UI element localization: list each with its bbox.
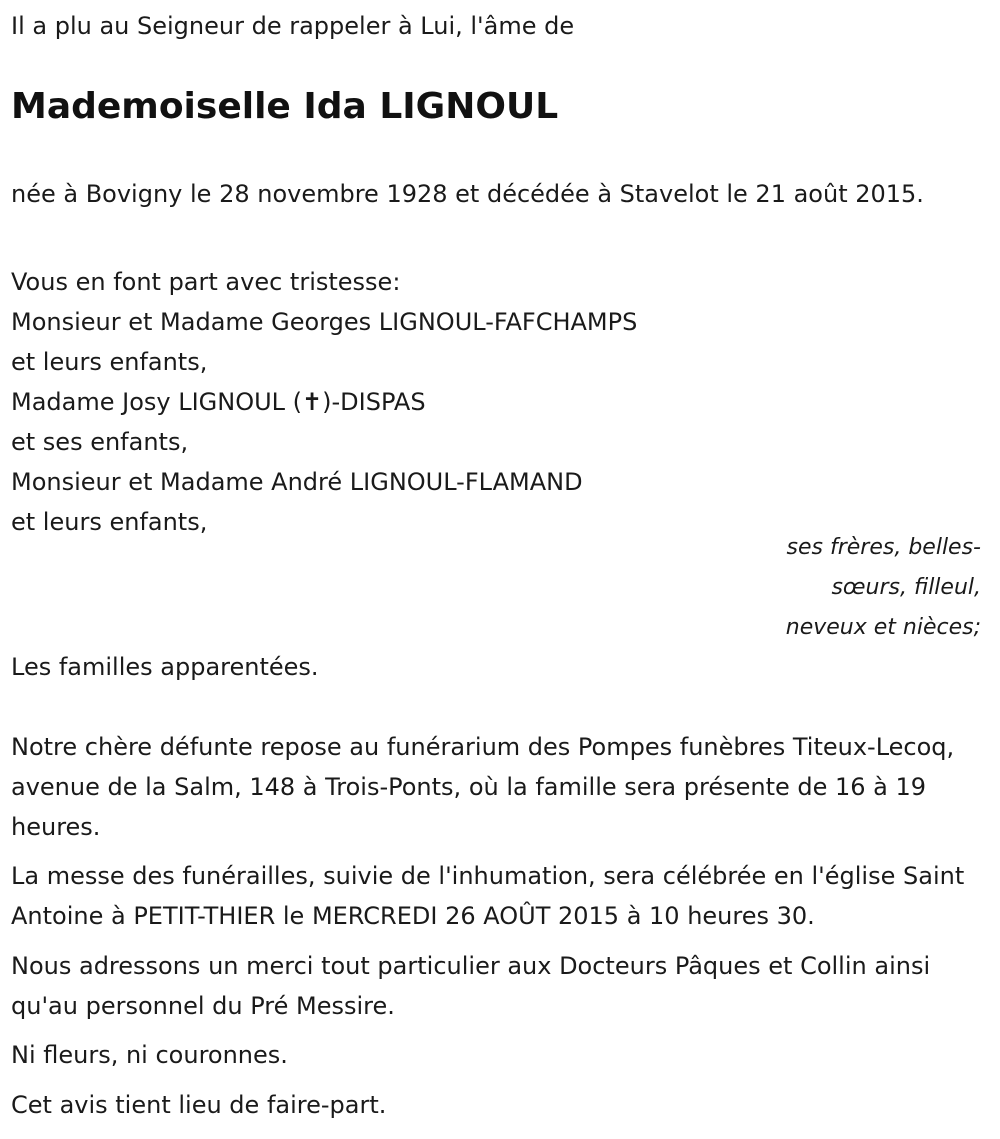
- birth-death-text: née à Bovigny le 28 novembre 1928 et décédée à Stavelot le 21 août 2015.: [11, 180, 924, 208]
- family-member: Madame Josy LIGNOUL (✝)-DISPAS: [11, 388, 426, 416]
- relation-text: [721, 528, 981, 648]
- flowers-text: Ni fleurs, ni couronnes.: [11, 1041, 288, 1069]
- family-member: et leurs enfants,: [11, 348, 208, 376]
- family-member: Monsieur et Madame André LIGNOUL-FLAMAND: [11, 468, 583, 496]
- relation-line: sœurs, filleul,: [831, 575, 981, 600]
- deceased-name: Mademoiselle Ida LIGNOUL: [11, 86, 559, 127]
- repose-text: Notre chère défunte repose au funérarium des Pompes funèbres Titeux-Lecoq, avenue de la Salm, 148 à Trois-Ponts, où la famille sera présente de 16 à 19 heures.: [11, 733, 955, 841]
- notice-text: Cet avis tient lieu de faire-part.: [11, 1091, 387, 1119]
- family-member: et ses enfants,: [11, 428, 189, 456]
- relation-line: ses frères, belles-: [786, 535, 981, 560]
- thanks-text: Nous adressons un merci tout particulier aux Docteurs Pâques et Collin ainsi qu'au personnel du Pré Messire.: [11, 952, 931, 1020]
- family-intro: Vous en font part avec tristesse:: [11, 268, 401, 296]
- related-families-text: Les familles apparentées.: [11, 653, 319, 681]
- family-member: Monsieur et Madame Georges LIGNOUL-FAFCHAMPS: [11, 308, 638, 336]
- intro-text: Il a plu au Seigneur de rappeler à Lui, l'âme de: [11, 12, 575, 40]
- relation-line: neveux et nièces;: [785, 615, 981, 640]
- family-list: [11, 262, 986, 542]
- funeral-mass-text: La messe des funérailles, suivie de l'inhumation, sera célébrée en l'église Saint Antoine à PETIT-THIER le MERCREDI 26 AOÛT 2015 à 10 heures 30.: [11, 862, 965, 930]
- family-member: et leurs enfants,: [11, 508, 208, 536]
